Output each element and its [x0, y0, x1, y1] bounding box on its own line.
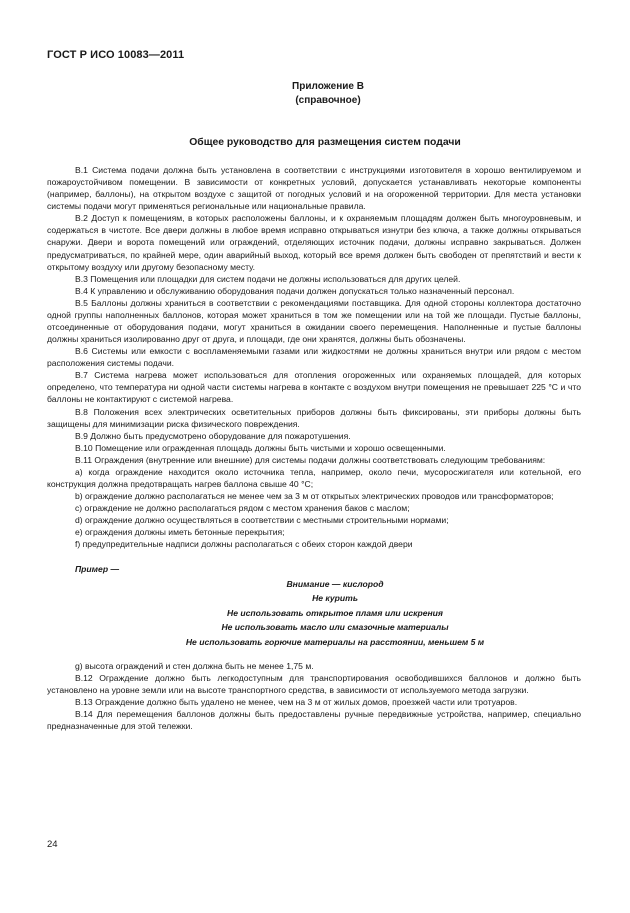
list-item-d: d) ограждение должно осуществляться в соответствии с местными строительными нормами; [75, 515, 449, 526]
annex-title: Приложение В [292, 81, 364, 92]
list-item-g: g) высота ограждений и стен должна быть не менее 1,75 м. [75, 660, 314, 671]
paragraph-b10: В.10 Помещение или огражденная площадь должны быть чистыми и хорошо освещенными. [75, 442, 446, 453]
paragraph-b12: В.12 Ограждение должно быть легкодоступным для транспортирования освободившихся баллонов и должно быть установлено на уровне земли или на высоте транспортного средства, в зависимости от используемого метода загрузки. [47, 672, 581, 695]
list-item-e: e) ограждения должны иметь бетонные перекрытия; [75, 527, 285, 538]
document-body [47, 164, 581, 732]
example-label: Пример — [75, 563, 120, 574]
list-item-a: a) когда ограждение находится около источника тепла, например, около печи, мусоросжигателя или котельной, его конструкция должна предотвращать нагрев баллона свыше 40 °С; [47, 466, 581, 490]
paragraph-b4: В.4 К управлению и обслуживанию оборудования подачи должен допускаться только назначенный персонал. [75, 285, 515, 296]
list-item-b: b) ограждение должно располагаться не менее чем за 3 м от открытых электрических проводов или трансформаторов; [75, 491, 554, 502]
paragraph-b3: В.3 Помещения или площадки для систем подачи не должны использоваться для других целей. [75, 273, 461, 284]
paragraph-b14: В.14 Для перемещения баллонов должны быть предоставлены ручные передвижные устройства, например, специально предназначенные для этой тележки. [47, 708, 581, 731]
example-line: Внимание — кислород [286, 578, 384, 589]
annex-heading [0, 80, 630, 108]
list-item-f: f) предупредительные надписи должны располагаться с обеих сторон каждой двери [75, 539, 413, 550]
example-line: Не использовать горючие материалы на расстоянии, меньшем 5 м [185, 636, 485, 647]
paragraph-b13: В.13 Ограждение должно быть удалено не менее, чем на 3 м от жилых домов, проезжей части или тротуаров. [75, 696, 518, 707]
paragraph-b5: В.5 Баллоны должны храниться в соответствии с рекомендациями поставщика. Для одной стороны коллектора достаточно одной группы наполненных баллонов, которая может храниться в том же помещении или на той же площади. Пустые баллоны, отсоединенные от оборудования подачи, могут храниться в ожидании своего перемещения. Наполненные и пустые баллоны должны храниться изолированно друг от друга, и площади, где они хранятся, должны быть обозначены. [47, 297, 581, 345]
paragraph-b6: В.6 Системы или емкости с воспламеняемыми газами или жидкостями не должны храниться внутри или рядом с местом расположения системы подачи. [47, 346, 581, 369]
paragraph-b2: В.2 Доступ к помещениям, в которых расположены баллоны, и к охраняемым площадям должен быть многоуровневым, и содержаться в чистоте. Все двери должны в любое время исправно открываться изнутри без ключа, а также должны открываться снаружи. Двери и ворота помещений или ограждений, отделяющих источник подачи, должны исправно закрываться. Должен предусматриваться, по крайней мере, один аварийный выход, который все время должен быть свободен от препятствий и вести к открытому воздуху или другому безопасному месту. [47, 213, 581, 272]
example-line: Не использовать масло или смазочные материалы [221, 622, 449, 633]
example-line: Не курить [312, 593, 358, 604]
paragraph-b8: В.8 Положения всех электрических осветительных приборов должны быть фиксированы, эти приборы должны быть защищены для минимизации риска физического повреждения. [47, 406, 581, 429]
example-warning-sign [47, 577, 581, 650]
page-number: 24 [47, 839, 58, 850]
section-title: Общее руководство для размещения систем подачи [189, 137, 461, 148]
annex-subtitle: (справочное) [295, 95, 361, 106]
paragraph-b1: В.1 Система подачи должна быть установлена в соответствии с инструкциями изготовителя в хорошо вентилируемом и пожароустойчивом помещении. В зависимости от конкретных условий, допускается устанавливать некоторые компоненты (например, баллоны), на открытом воздухе с защитой от погодных условий и на огороженной территории. Для места установки системы подачи могут применяться региональные или национальные правила. [47, 165, 581, 212]
paragraph-b11: В.11 Ограждения (внутренние или внешние) для системы подачи должны соответствовать следующим требованиям: [75, 454, 546, 465]
paragraph-b9: В.9 Должно быть предусмотрено оборудование для пожаротушения. [75, 430, 351, 441]
list-item-c: c) ограждение не должно располагаться рядом с местом хранения баков с маслом; [75, 503, 410, 514]
example-line: Не использовать открытое пламя или искрения [227, 607, 443, 618]
document-code-header: ГОСТ Р ИСО 10083—2011 [47, 49, 185, 61]
paragraph-b7: В.7 Система нагрева может использоваться для отопления огороженных или охраняемых площадей, для которых определено, что температура ни одной части системы нагрева в контакте с воздухом внутри помещения не превышает 225 °С и что баллоны не контактируют с системой нагрева. [47, 370, 581, 405]
